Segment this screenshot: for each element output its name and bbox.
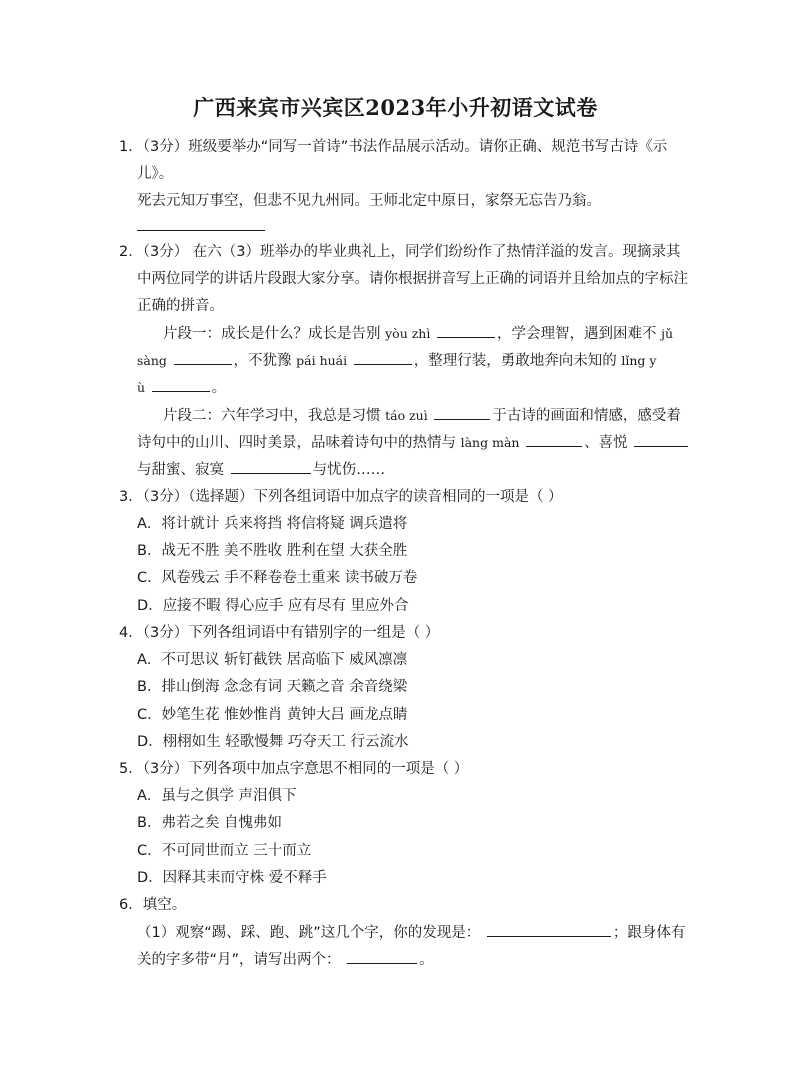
blank-lingyu [152,377,210,392]
fragment1-text-e: 。 [211,380,227,396]
pinyin-lingyu-a: lǐng y [621,353,657,368]
q3-option-a: A．将计就计 兵来将挡 将信将疑 调兵遣将 [137,516,408,532]
blank-discovery [487,922,611,937]
q2-fragment2-line1 [163,405,681,426]
q3-stem: 3．（3分）（选择题）下列各组词语中加点字的读音相同的一项是（ ） [119,489,563,505]
q2-fragment2-line2 [137,432,690,453]
blank-langman [526,432,582,447]
q5-option-c: C．不可同世而立 三十而立 [137,843,312,859]
q5-option-a: A．虽与之俱学 声泪俱下 [137,788,297,804]
q4-option-d: D．栩栩如生 轻歌慢舞 巧夺天工 行云流水 [137,734,409,750]
fragment1-text-a: 片段一：成长是什么？成长是告别 [163,326,381,342]
q2-stem-line1: 2．（3分） 在六（3）班举办的毕业典礼上，同学们纷纷作了热情洋溢的发言。现摘录其 [119,244,681,260]
q6-sub1-text-b: ；跟身体有 [612,925,686,941]
q6-sub1-text-c: 关的字多带“月”，请写出两个： [137,952,341,968]
pinyin-lingyu-b: ù [137,380,146,395]
q5-option-b: B．弗若之矣 自愧弗如 [137,815,283,831]
pinyin-sang: sàng [137,353,167,368]
pinyin-langman: làng màn [460,435,520,450]
blank-xiyue [634,432,688,447]
q1-stem-line2: 儿》。 [137,166,174,182]
q4-option-a: A．不可思议 斩钉截铁 居高临下 威风凛凛 [137,652,408,668]
q1-answer-line [137,230,265,231]
blank-jimo [231,459,311,474]
blank-yue-words [347,949,417,964]
q4-stem: 4．（3分）下列各组词语中有错别字的一组是（ ） [119,625,440,641]
fragment2-text-a: 片段二：六年学习中，我总是习惯 [163,408,381,424]
fragment2-text-f: 与忧伤…… [312,462,386,478]
blank-youzhi [437,323,495,338]
fragment1-text-d: ，整理行装，勇敢地奔向未知的 [413,353,617,369]
page-title: 广西来宾市兴宾区2023年小升初语文试卷 [193,95,598,120]
q3-option-c: C．风卷残云 手不释卷卷土重来 读书破万卷 [137,570,418,586]
q3-option-b: B．战无不胜 美不胜收 胜利在望 大获全胜 [137,543,408,559]
q6-stem: 6．填空。 [119,897,187,913]
q6-sub1-line2 [137,949,434,970]
q3-option-d: D．应接不暇 得心应手 应有尽有 里应外合 [137,598,409,614]
pinyin-taozui: táo zuì [385,408,428,423]
q2-fragment2-line3 [137,459,385,480]
fragment2-text-e: 与甜蜜、寂寞 [137,462,224,478]
blank-jusang [174,350,232,365]
fragment2-text-b: 于古诗的画面和情感，感受着 [492,408,681,424]
blank-taozui [434,405,490,420]
q5-option-d: D．因释其耒而守株 爱不释手 [137,870,327,886]
pinyin-ju: jǔ [661,326,674,341]
q6-sub1-line1 [137,922,685,943]
q6-sub1-text-a: （1）观察“踢、踩、跑、跳”这几个字，你的发现是： [137,925,481,941]
fragment1-text-b: ，学会理智，遇到困难不 [496,326,657,342]
pinyin-paihuai: pái huái [296,353,348,368]
q1-poem: 死去元知万事空，但悲不见九州同。王师北定中原日，家祭无忘告乃翁。 [137,193,601,209]
q2-fragment1-line2 [137,350,656,371]
q5-stem: 5．（3分）下列各项中加点字意思不相同的一项是（ ） [119,761,469,777]
q4-option-b: B．排山倒海 念念有词 天籁之音 余音绕梁 [137,679,408,695]
q2-stem-line3: 正确的拼音。 [137,298,224,314]
fragment2-text-d: 、喜悦 [584,435,628,451]
pinyin-youzhi: yòu zhì [385,326,431,341]
q1-stem-line1: 1．（3分）班级要举办“同写一首诗”书法作品展示活动。请你正确、规范书写古诗《示 [119,139,668,155]
q2-stem-line2: 中两位同学的讲话片段跟大家分享。请你根据拼音写上正确的词语并且给加点的字标注 [137,271,688,287]
q6-sub1-text-d: 。 [419,952,434,968]
fragment1-text-c: ，不犹豫 [233,353,292,369]
fragment2-text-c: 诗句中的山川、四时美景，品味着诗句中的热情与 [137,435,456,451]
q2-fragment1-line3 [137,377,226,398]
q2-fragment1-line1 [163,323,673,344]
q4-option-c: C．妙笔生花 惟妙惟肖 黄钟大吕 画龙点睛 [137,707,408,723]
blank-paihuai [354,350,412,365]
